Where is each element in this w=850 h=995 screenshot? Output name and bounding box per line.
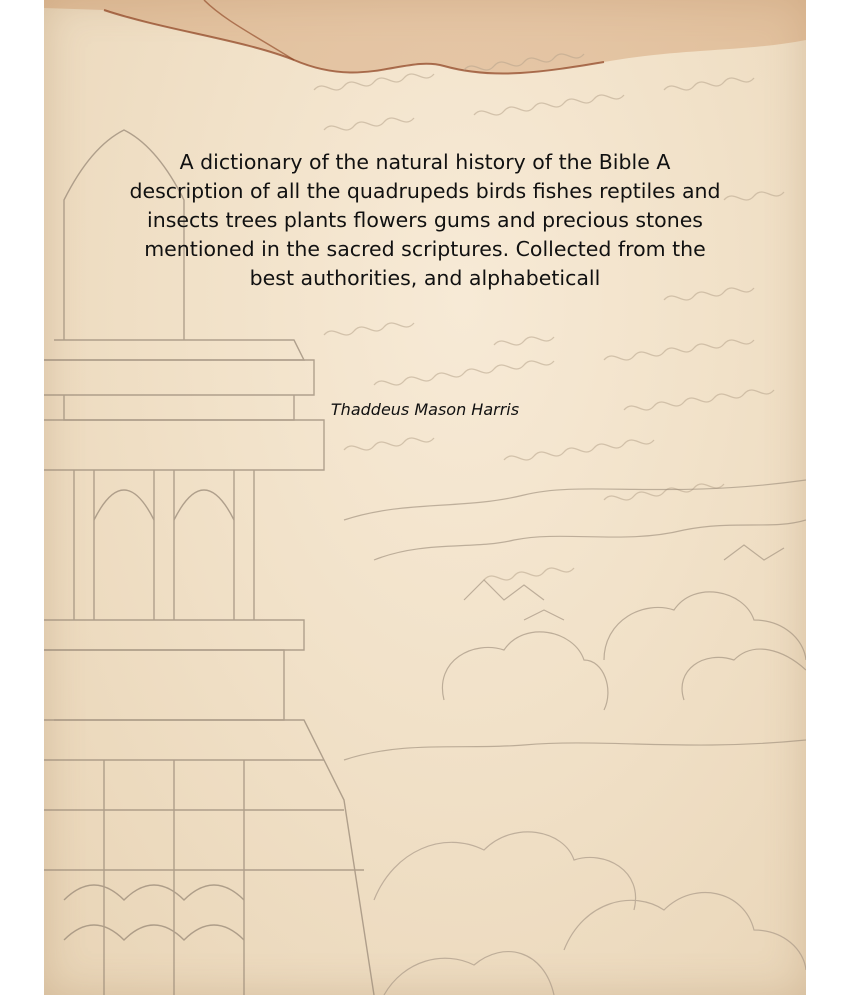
book-cover <box>44 0 806 995</box>
landscape-engraving <box>344 480 806 760</box>
book-author: Thaddeus Mason Harris <box>330 400 520 419</box>
foliage-engraving <box>374 832 806 995</box>
torn-edge-stain <box>44 0 806 74</box>
book-title: A dictionary of the natural history of the Bible A description of all the quadrupeds birds fishes reptiles and insects trees plants flowers gums and precious stones mentioned in the sacred scriptures. Collected from the best authorities, and alphabeticall <box>129 150 721 290</box>
